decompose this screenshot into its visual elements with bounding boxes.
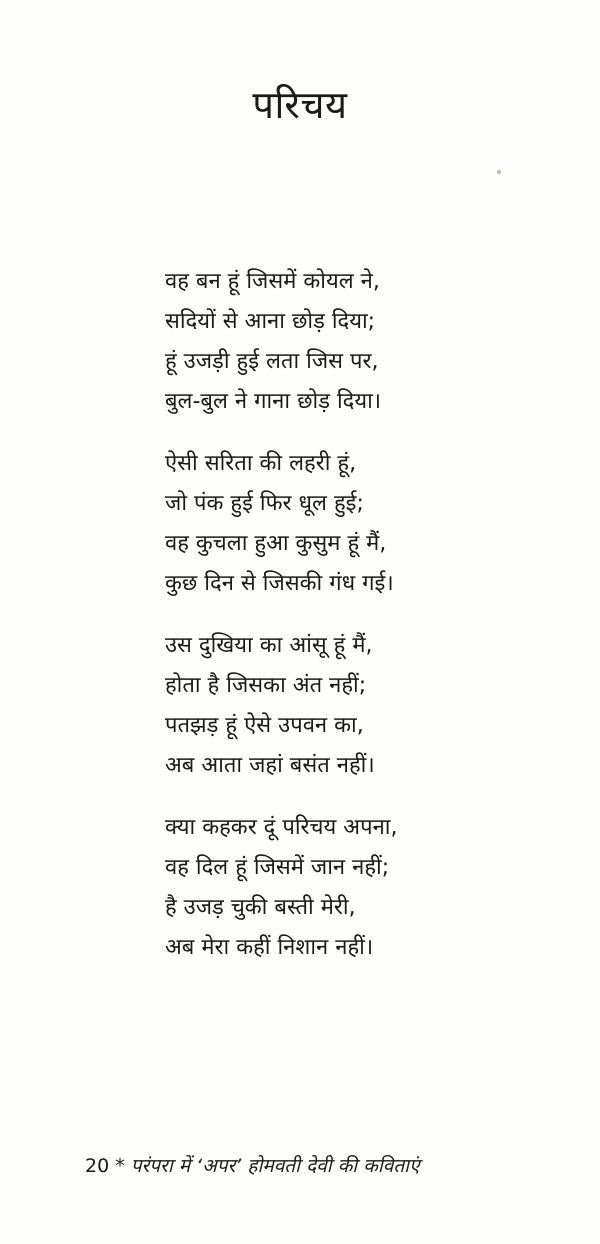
poem-line: बुल-बुल ने गाना छोड़ दिया। [165,389,382,414]
poem-line: होता है जिसका अंत नहीं; [165,673,367,698]
poem-line: कुछ दिन से जिसकी गंध गई। [165,571,394,596]
poem-line: है उजड़ चुकी बस्ती मेरी, [165,895,356,920]
book-title: परंपरा में ‘अपर’ होमवती देवी की कविताएं [130,1155,420,1177]
poem-line: जो पंक हुई फिर धूल हुई; [165,491,364,516]
page-number: 20 [85,1155,110,1177]
paper-speck [497,170,501,174]
poem-line: क्या कहकर दूं परिचय अपना, [165,815,398,840]
poem-line: सदियों से आना छोड़ दिया; [165,309,376,334]
poem-line: अब आता जहां बसंत नहीं। [165,753,375,778]
stanza-3 [165,626,445,786]
poem-title: परिचय [252,83,348,127]
poem-line: ऐसी सरिता की लहरी हूं, [165,451,357,476]
stanza-2 [165,444,445,604]
poem-line: वह बन हूं जिसमें कोयल ने, [165,269,380,294]
poem-line: हूं उजड़ी हुई लता जिस पर, [165,349,379,374]
poem-line: अब मेरा कहीं निशान नहीं। [165,935,374,960]
poem-line: उस दुखिया का आंसू हूं मैं, [165,633,373,658]
poem-line: वह दिल हूं जिसमें जान नहीं; [165,855,390,880]
page-footer [85,1152,555,1178]
poem-line: वह कुचला हुआ कुसुम हूं मैं, [165,531,387,556]
stanza-4 [165,808,445,968]
stanza-1 [165,262,445,422]
footer-separator: * [115,1155,125,1177]
poem-line: पतझड़ हूं ऐसे उपवन का, [165,713,364,738]
poem-body [165,262,445,990]
